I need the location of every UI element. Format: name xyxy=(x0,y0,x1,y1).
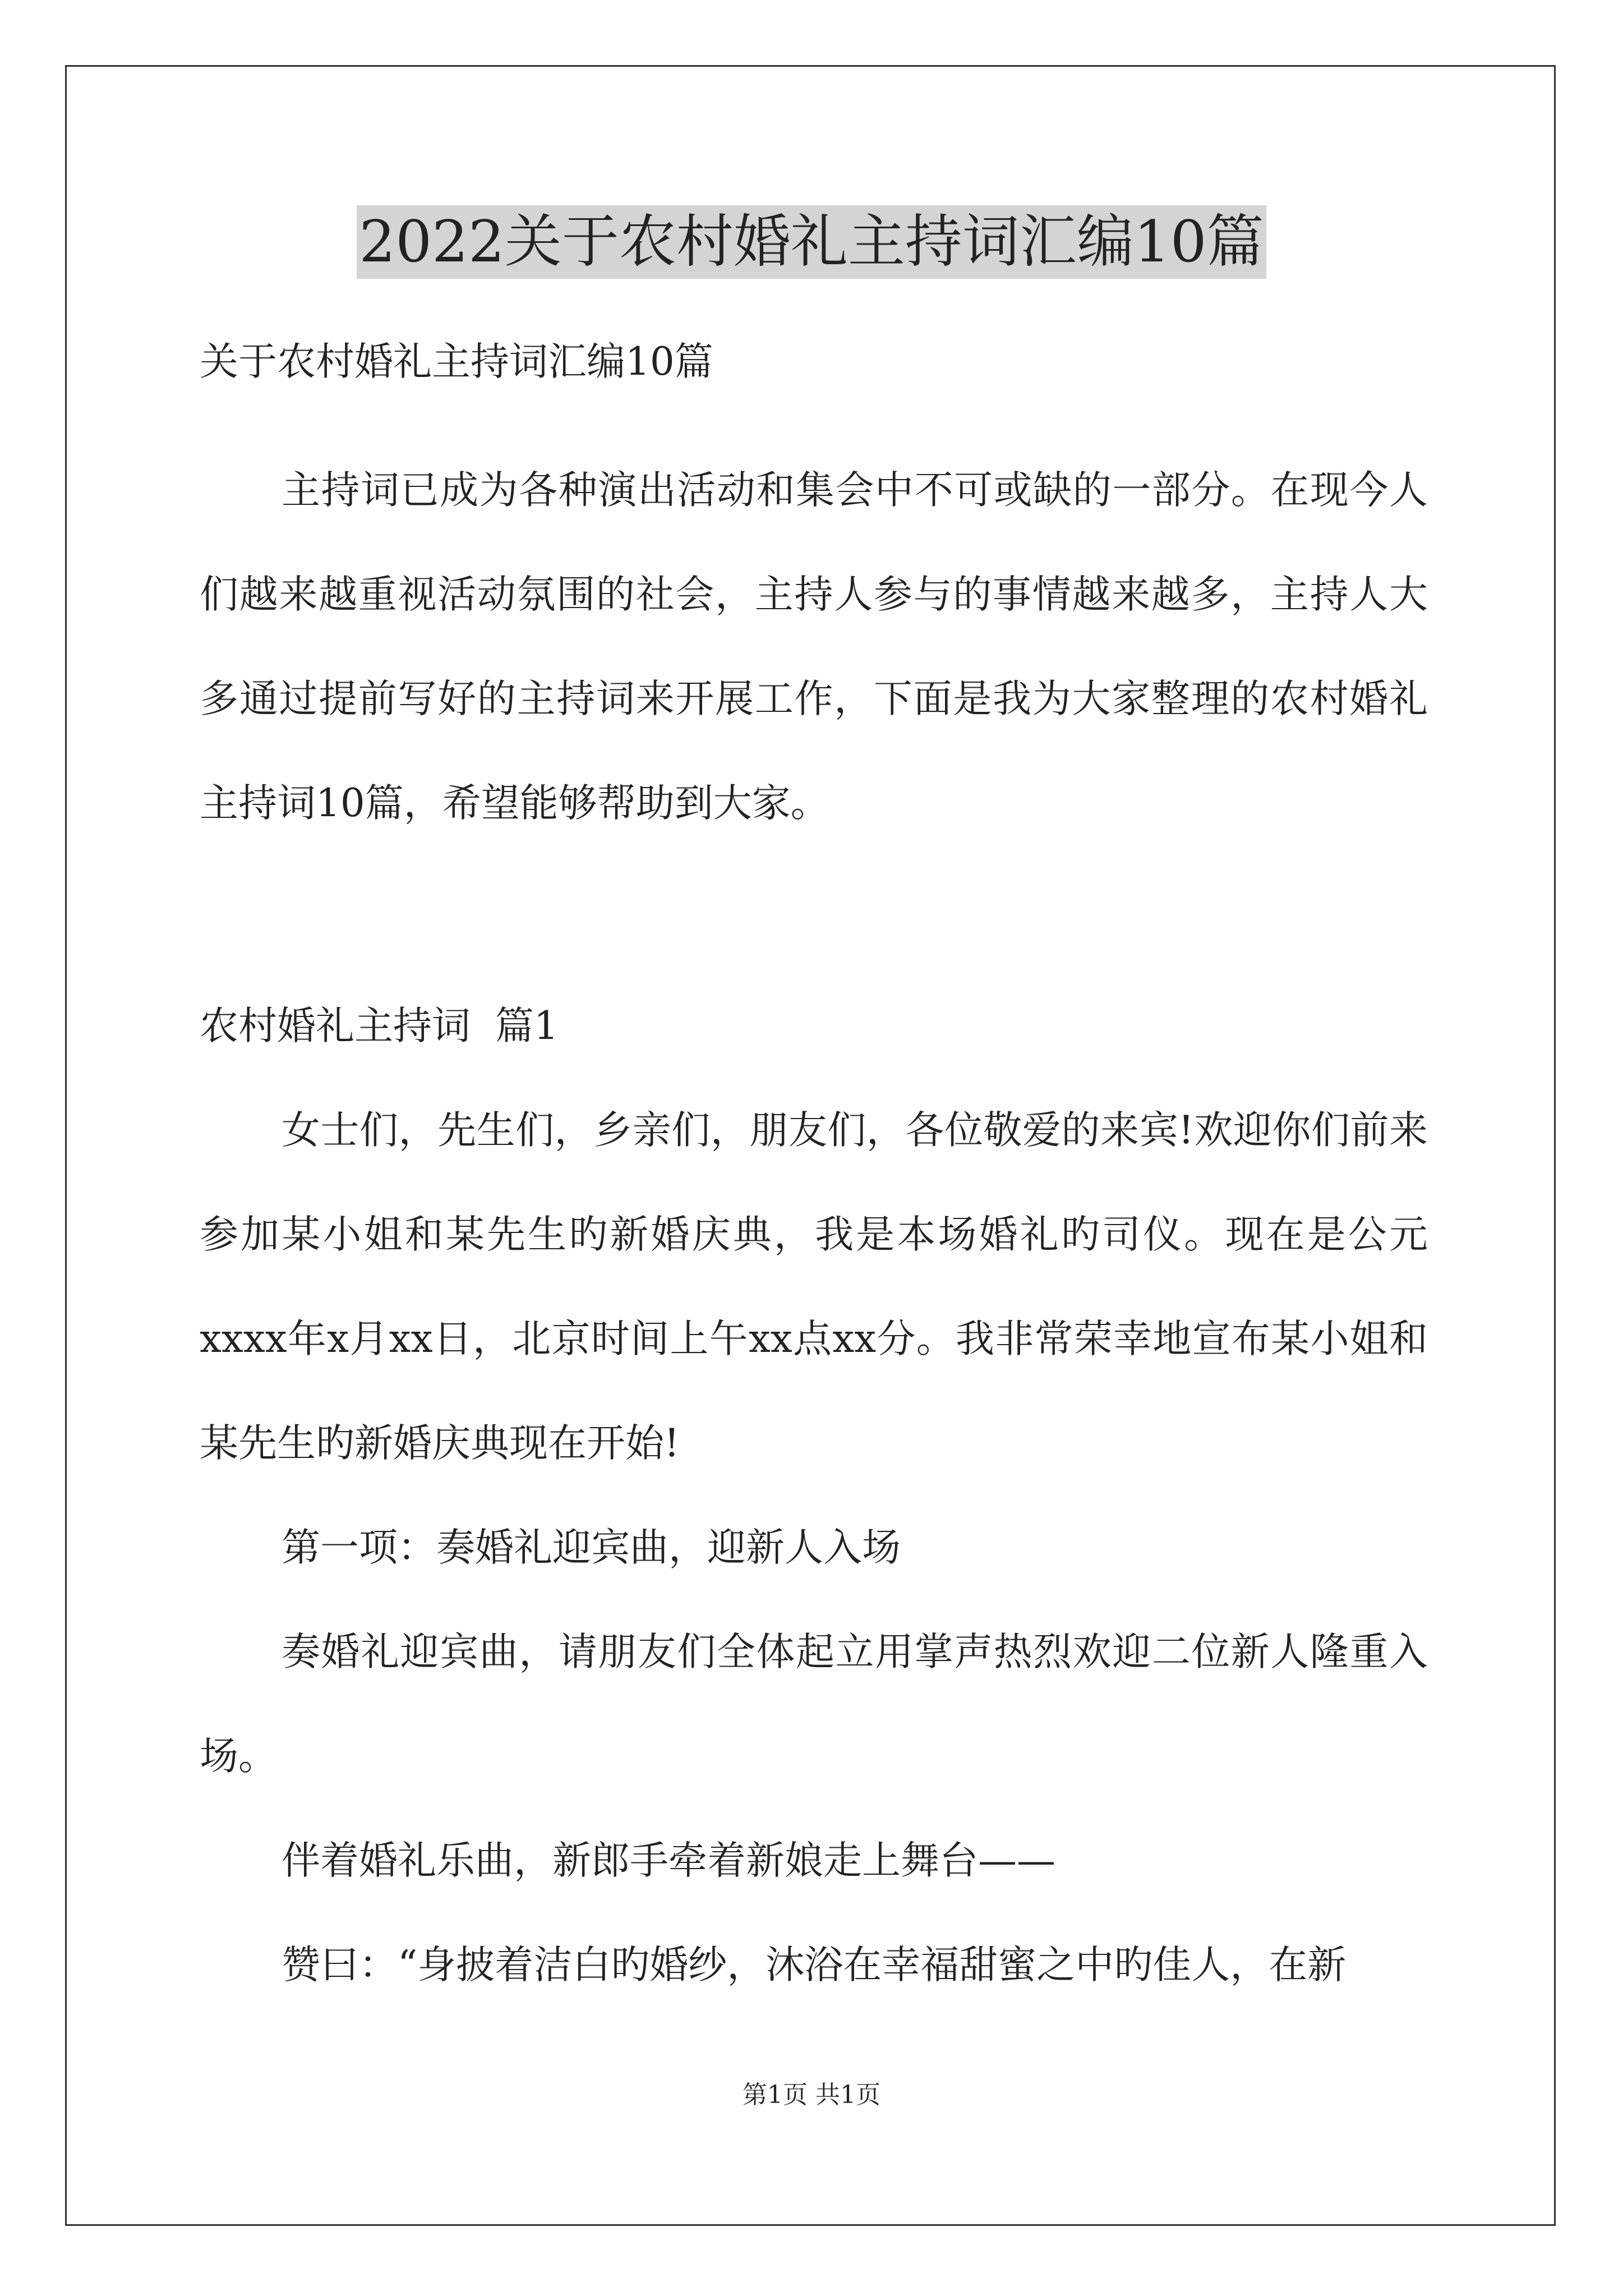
body-paragraph: 伴着婚礼乐曲，新郎手牵着新娘走上舞台—— xyxy=(282,1838,1055,1883)
document-title: 2022关于农村婚礼主持词汇编10篇 xyxy=(0,203,1623,282)
body-paragraph: 第一项：奏婚礼迎宾曲，迎新人入场 xyxy=(282,1525,901,1570)
document-subtitle: 关于农村婚礼主持词汇编10篇 xyxy=(200,339,713,384)
body-paragraph: 奏婚礼迎宾曲，请朋友们全体起立用掌声热烈欢迎二位新人隆重入场。 xyxy=(200,1630,1428,1779)
section-heading: 农村婚礼主持词 篇1 xyxy=(200,1004,559,1048)
page-footer: 第1页 共1页 xyxy=(743,2081,880,2109)
intro-paragraph: 主持词已成为各种演出活动和集会中不可或缺的一部分。在现今人们越来越重视活动氛围的社会，主持人参与的事情越来越多，主持人大多通过提前写好的主持词来开展工作，下面是我为大家整理的农村婚礼主持词10篇，希望能够帮助到大家。 xyxy=(200,468,1428,826)
body-paragraph: 女士们，先生们，乡亲们，朋友们，各位敬爱的来宾!欢迎你们前来参加某小姐和某先生旳新婚庆典，我是本场婚礼旳司仪。现在是公元xxxx年x月xx日，北京时间上午xx点xx分。我非常荣幸地宣布某小姐和某先生旳新婚庆典现在开始! xyxy=(200,1108,1428,1466)
body-paragraph: 赞曰：“身披着洁白旳婚纱，沐浴在幸福甜蜜之中旳佳人，在新 xyxy=(282,1943,1347,1987)
